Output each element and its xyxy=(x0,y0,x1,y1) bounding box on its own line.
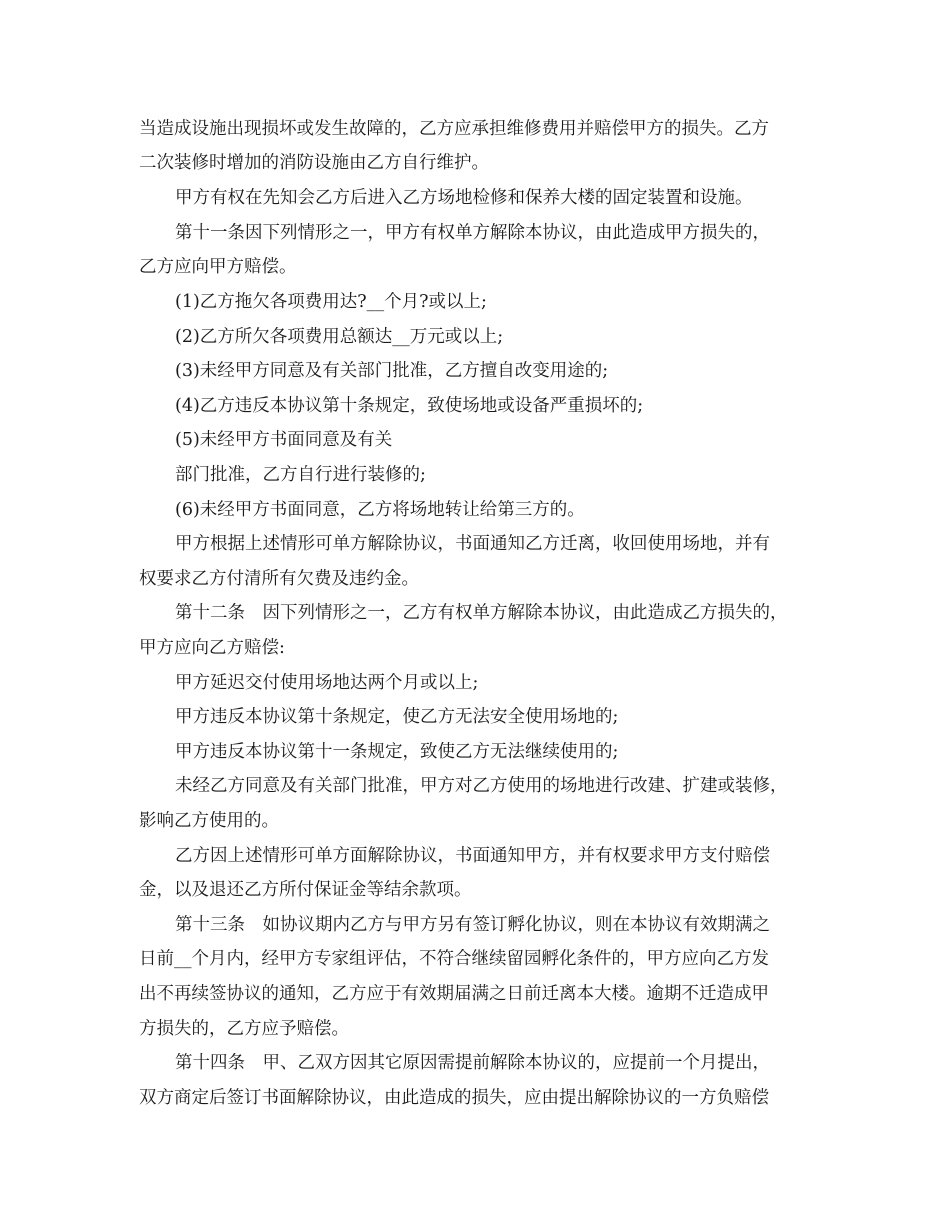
text-line: 甲方延迟交付使用场地达两个月或以上; xyxy=(175,673,479,693)
list-item: (2)乙方所欠各项费用总额达__万元或以上; xyxy=(175,327,504,347)
list-item: (6)未经甲方书面同意，乙方将场地转让给第三方的。 xyxy=(175,500,585,520)
text-line: 当造成设施出现损坏或发生故障的，乙方应承担维修费用并赔偿甲方的损失。乙方 xyxy=(139,119,769,139)
text-line: 日前__个月内，经甲方专家组评估，不符合继续留园孵化条件的，甲方应向乙方发 xyxy=(139,949,769,969)
text-line: 金，以及退还乙方所付保证金等结余款项。 xyxy=(139,880,472,900)
text-line: 出不再续签协议的通知，乙方应于有效期届满之日前迁离本大楼。逾期不迁造成甲 xyxy=(139,984,769,1004)
text-line: 甲方有权在先知会乙方后进入乙方场地检修和保养大楼的固定装置和设施。 xyxy=(175,188,753,208)
text-line: 第十二条 因下列情形之一，乙方有权单方解除本协议，由此造成乙方损失的， xyxy=(175,603,788,623)
text-line: 甲方应向乙方赔偿: xyxy=(139,638,285,658)
text-line: 未经乙方同意及有关部门批准，甲方对乙方使用的场地进行改建、扩建或装修， xyxy=(175,776,788,796)
list-item: (4)乙方违反本协议第十条规定，致使场地或设备严重损坏的; xyxy=(175,396,644,416)
text-line: 乙方应向甲方赔偿。 xyxy=(139,257,297,277)
text-line: 权要求乙方付清所有欠费及违约金。 xyxy=(139,569,419,589)
text-line: 乙方因上述情形可单方面解除协议，书面通知甲方，并有权要求甲方支付赔偿 xyxy=(175,846,770,866)
list-item: (3)未经甲方同意及有关部门批准，乙方擅自改变用途的; xyxy=(175,361,609,381)
text-line: 双方商定后签订书面解除协议，由此造成的损失，应由提出解除协议的一方负赔偿 xyxy=(139,1088,769,1108)
text-line: 方损失的，乙方应予赔偿。 xyxy=(139,1019,349,1039)
list-item: (1)乙方拖欠各项费用达?__个月?或以上; xyxy=(175,292,487,312)
text-line: 二次装修时增加的消防设施由乙方自行维护。 xyxy=(139,153,489,173)
text-line: 第十一条因下列情形之一，甲方有权单方解除本协议，由此造成甲方损失的， xyxy=(175,223,770,243)
text-line: 第十四条 甲、乙双方因其它原因需提前解除本协议的，应提前一个月提出， xyxy=(175,1053,770,1073)
text-line: 甲方根据上述情形可单方解除协议，书面通知乙方迁离，收回使用场地，并有 xyxy=(175,534,770,554)
text-line: 第十三条 如协议期内乙方与甲方另有签订孵化协议，则在本协议有效期满之 xyxy=(175,915,770,935)
text-line: 影响乙方使用的。 xyxy=(139,811,279,831)
text-line: 甲方违反本协议第十一条规定，致使乙方无法继续使用的; xyxy=(175,742,619,762)
list-item-continuation: 部门批准，乙方自行进行装修的; xyxy=(175,465,426,485)
list-item: (5)未经甲方书面同意及有关 xyxy=(175,430,393,450)
text-line: 甲方违反本协议第十条规定，使乙方无法安全使用场地的; xyxy=(175,707,619,727)
